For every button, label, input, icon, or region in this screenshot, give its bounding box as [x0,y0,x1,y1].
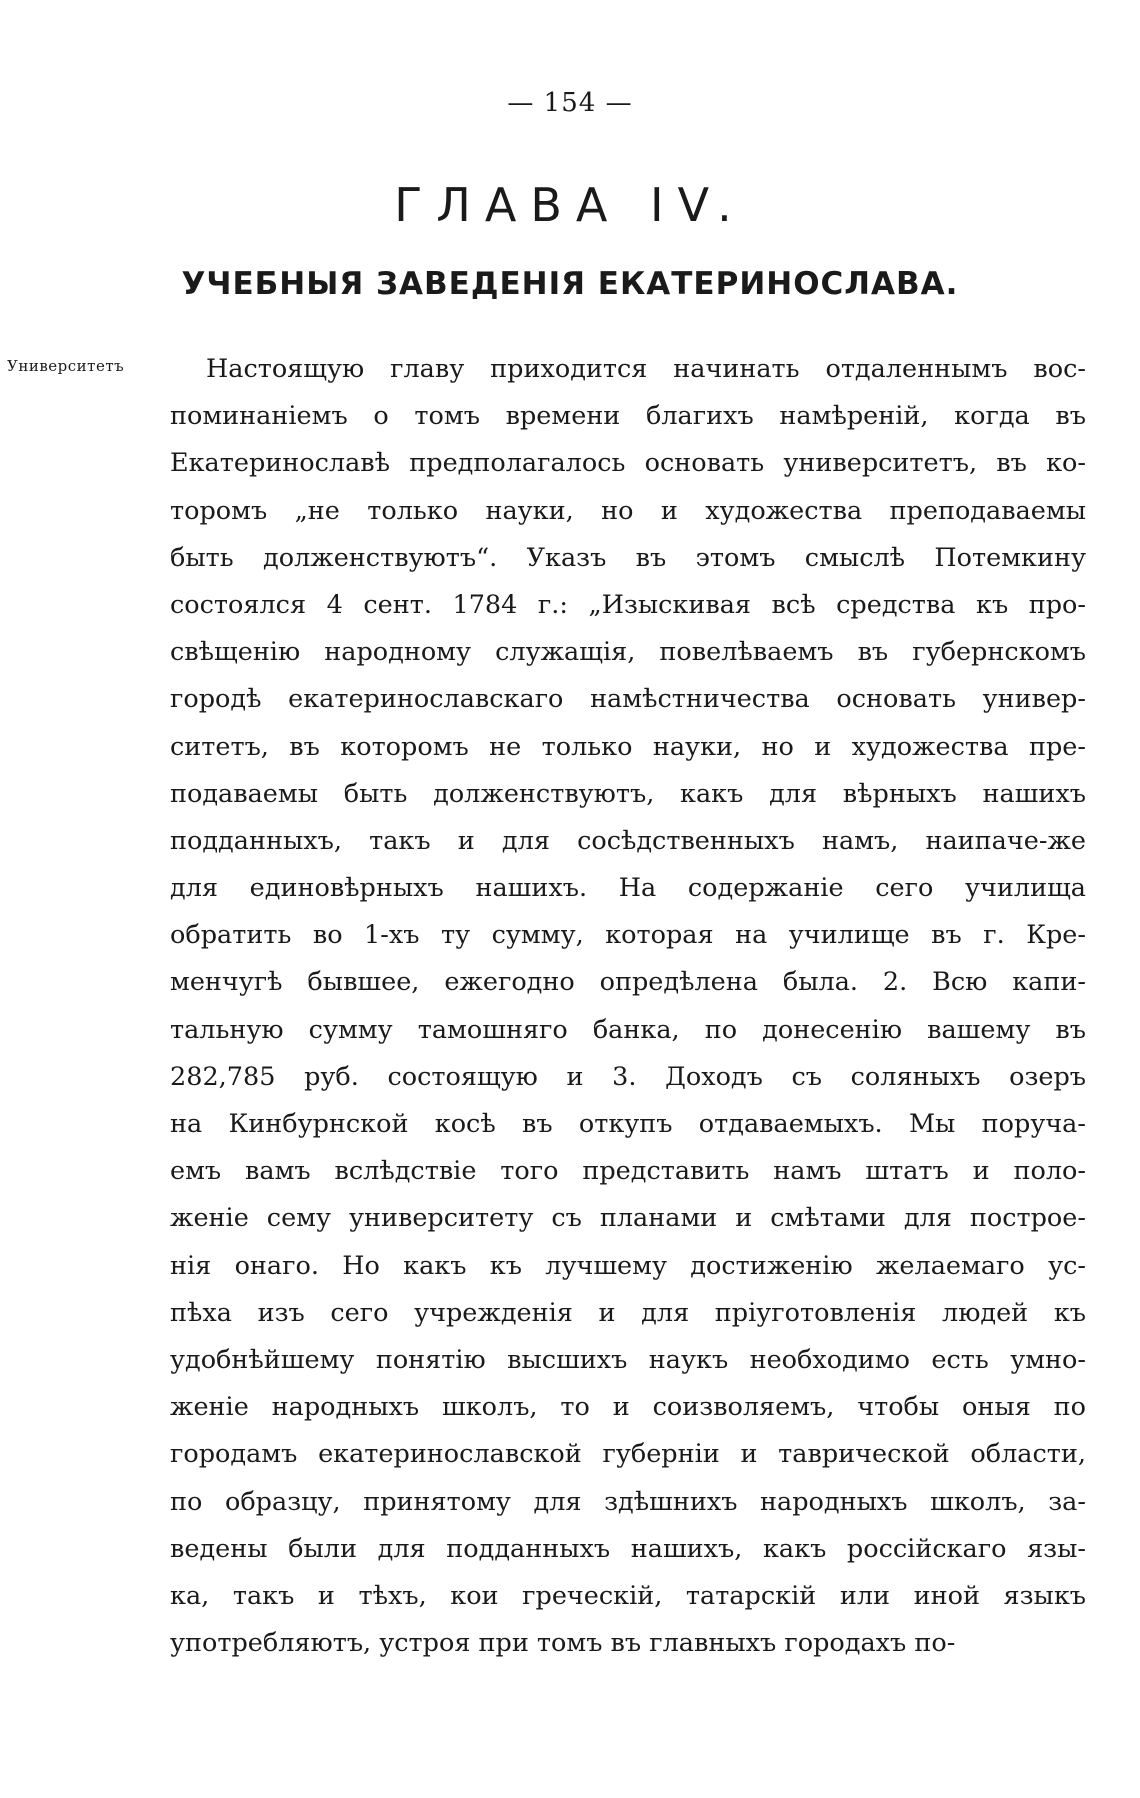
text-line: ка, такъ и тѣхъ, кои греческій, татарскій или иной языкъ [170,1580,1086,1611]
text-line: менчугѣ бывшее, ежегодно опредѣлена была. 2. Всю капи- [170,967,1086,998]
text-line: городѣ екатеринославскаго намѣстничества основать универ- [170,684,1086,715]
chapter-heading: ГЛАВА IV. [394,178,746,232]
text-line: на Кинбурнской косѣ въ откупъ отдаваемыхъ. Мы поруча- [170,1109,1086,1139]
section-title: УЧЕБНЫЯ ЗАВЕДЕНІЯ ЕКАТЕРИНОСЛАВА. [181,266,959,302]
text-line: подданныхъ, такъ и для сосѣдственныхъ намъ, наипаче-же [170,825,1086,856]
text-line: подаваемы быть долженствуютъ, какъ для вѣрныхъ нашихъ [170,778,1086,809]
text-line: по образцу, принятому для здѣшнихъ народныхъ школъ, за- [170,1486,1086,1517]
text-line: ведены были для подданныхъ нашихъ, какъ россійскаго язы- [170,1533,1086,1564]
text-line: Настоящую главу приходится начинать отдаленнымъ вос- [206,354,1086,384]
text-line: женіе народныхъ школъ, то и соизволяемъ, чтобы оныя по [170,1392,1086,1423]
text-line: пѣха изъ сего учрежденія и для пріуготовленія людей къ [170,1297,1086,1328]
text-line: 282,785 руб. состоящую и 3. Доходъ съ соляныхъ озеръ [170,1061,1086,1092]
text-line: городамъ екатеринославской губерніи и таврической области, [170,1439,1086,1470]
text-line: торомъ „не только науки, но и художества преподаваемы [170,495,1086,526]
text-line: употребляютъ, устроя при томъ въ главныхъ городахъ по- [170,1628,956,1659]
text-line: нія онаго. Но какъ къ лучшему достиженію желаемаго ус- [170,1250,1086,1281]
text-line: состоялся 4 сент. 1784 г.: „Изыскивая всѣ средства къ про- [170,589,1086,620]
text-line: тальную сумму тамошняго банка, по донесенію вашему въ [170,1014,1086,1045]
text-line: быть долженствуютъ“. Указъ въ этомъ смыслѣ Потемкину [170,542,1086,573]
page-number: — 154 — [507,88,633,118]
text-line: удобнѣйшему понятію высшихъ наукъ необходимо есть умно- [170,1344,1086,1375]
text-line: обратить во 1-хъ ту сумму, которая на училище въ г. Кре- [170,920,1086,951]
text-line: емъ вамъ вслѣдствіе того представить намъ штатъ и поло- [170,1156,1086,1187]
text-line: Екатеринославѣ предполагалось основать университетъ, въ ко- [170,448,1086,479]
text-line: для единовѣрныхъ нашихъ. На содержаніе сего училища [170,873,1086,904]
margin-note: Университетъ [7,357,125,375]
text-line: поминаніемъ о томъ времени благихъ намѣреній, когда въ [170,401,1086,432]
body-text [170,346,1086,1667]
text-line: женіе сему университету съ планами и смѣтами для построе- [170,1203,1086,1234]
text-line: ситетъ, въ которомъ не только науки, но и художества пре- [170,731,1086,762]
text-line: свѣщенію народному служащія, повелѣваемъ въ губернскомъ [170,637,1086,668]
